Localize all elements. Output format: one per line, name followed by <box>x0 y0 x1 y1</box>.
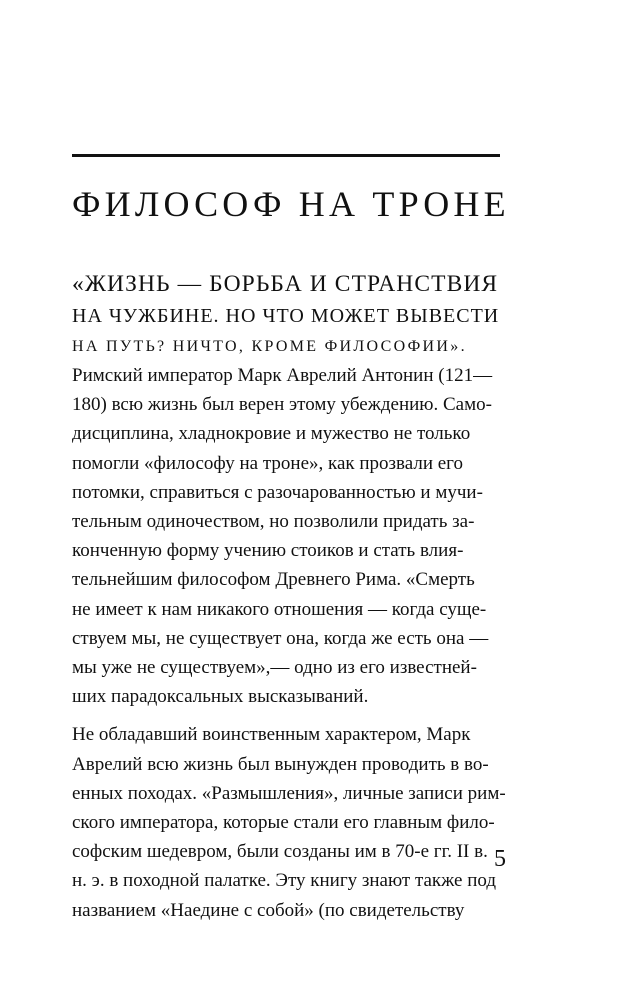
text-line: енных походах. «Размышления», личные записи рим- <box>72 782 506 804</box>
text-line: ших парадоксальных высказываний. <box>72 686 369 708</box>
chapter-rule <box>72 154 500 157</box>
text-line: софским шедевром, были созданы им в 70-е гг. II в. <box>72 841 488 863</box>
text-line: ствуем мы, не существует она, когда же есть она — <box>72 627 489 649</box>
paragraph-2 <box>72 720 512 924</box>
page-number: 5 <box>494 846 506 872</box>
text-line: Не обладавший воинственным характером, Марк <box>72 724 471 746</box>
text-line: потомки, справиться с разочарованностью и мучи- <box>72 481 483 503</box>
paragraph-1 <box>72 361 512 711</box>
chapter-title: ФИЛОСОФ НА ТРОНЕ <box>72 184 510 224</box>
text-line: мы уже не существуем»,— одно из его известней- <box>72 657 477 679</box>
text-line: названием «Наедине с собой» (по свидетельству <box>72 899 465 921</box>
text-line: тельным одиночеством, но позволили придать за- <box>72 511 475 533</box>
epigraph-line: «ЖИЗНЬ — БОРЬБА И СТРАНСТВИЯ <box>72 271 499 297</box>
body-text <box>72 361 512 934</box>
text-line: конченную форму учению стоиков и стать влия- <box>72 540 464 562</box>
epigraph-line: НА ЧУЖБИНЕ. НО ЧТО МОЖЕТ ВЫВЕСТИ <box>72 305 500 327</box>
text-line: помогли «философу на троне», как прозвали его <box>72 452 464 474</box>
text-line: Аврелий всю жизнь был вынужден проводить в во- <box>72 753 489 775</box>
text-line: н. э. в походной палатке. Эту книгу знают также под <box>72 870 497 892</box>
text-line: не имеет к нам никакого отношения — когда суще- <box>72 598 487 620</box>
text-line: 180) всю жизнь был верен этому убеждению. Само- <box>72 394 492 416</box>
epigraph <box>72 268 512 362</box>
epigraph-line: НА ПУТЬ? НИЧТО, КРОМЕ ФИЛОСОФИИ». <box>72 338 467 355</box>
text-line: ского императора, которые стали его главным фило- <box>72 812 495 834</box>
text-line: тельнейшим философом Древнего Рима. «Смерть <box>72 569 475 591</box>
text-line: дисциплина, хладнокровие и мужество не только <box>72 423 471 445</box>
text-line: Римский император Марк Аврелий Антонин (121— <box>72 365 493 386</box>
